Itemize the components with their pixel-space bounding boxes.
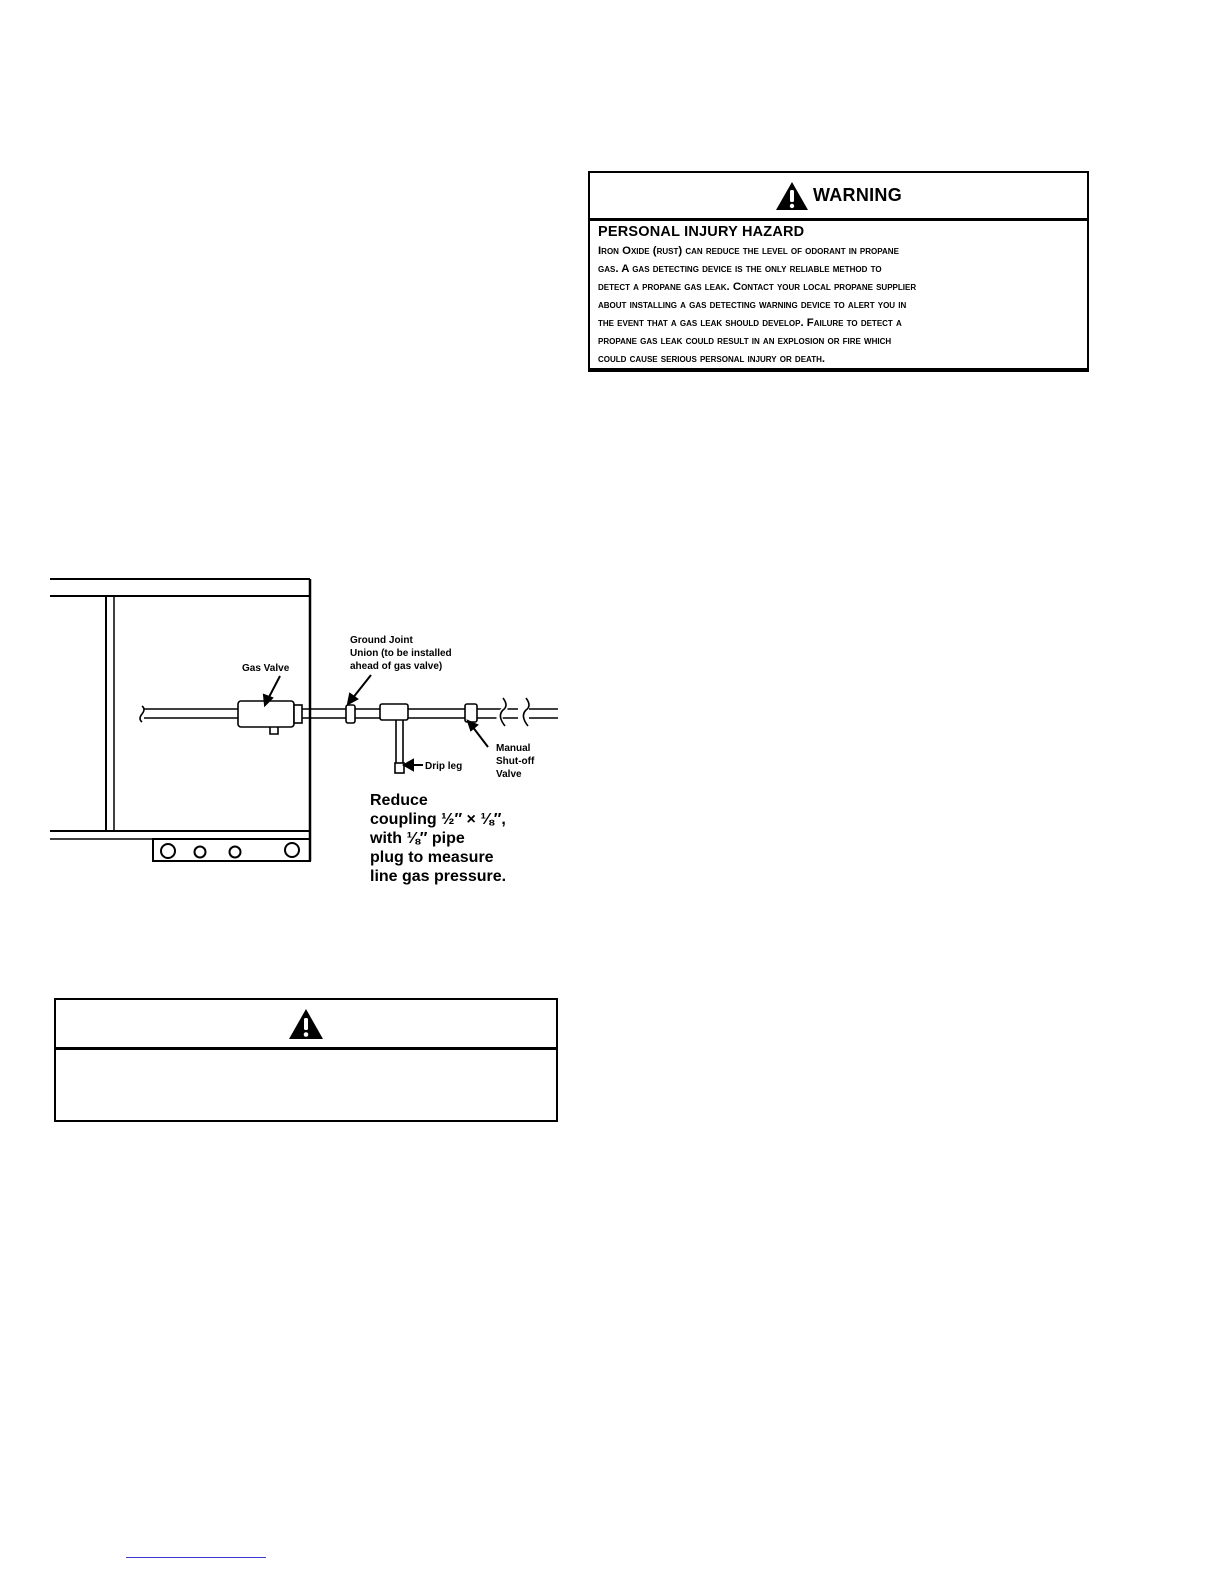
warning-triangle-icon	[775, 181, 809, 211]
reduce-note-line: Reduce	[370, 792, 428, 809]
hazard-line: propane gas leak could result in an explosion or fire which	[598, 335, 892, 347]
drip-leg-label: Drip leg	[425, 761, 463, 772]
gas-piping-diagram	[48, 565, 568, 895]
union-label-line: Ground Joint	[350, 635, 413, 646]
hazard-line: the event that a gas leak should develop. Failure to detect a	[598, 317, 902, 329]
warning-header	[590, 173, 1087, 221]
hazard-line: about installing a gas detecting warning device to alert you in	[598, 299, 907, 311]
warning-label: WARNING	[812, 185, 903, 205]
shutoff-label-line: Valve	[496, 769, 522, 780]
reduce-note-line: coupling ½″ × ⅛″,	[370, 811, 506, 828]
caution-box	[54, 998, 558, 1122]
hazard-line: gas. A gas detecting device is the only reliable method to	[598, 263, 882, 275]
reduce-note-line: line gas pressure.	[370, 868, 507, 885]
shutoff-label-line: Shut-off	[496, 756, 535, 767]
reduce-note-line: plug to measure	[370, 849, 494, 866]
link-underline	[126, 1557, 266, 1558]
warning-box	[588, 171, 1089, 372]
hazard-title: PERSONAL INJURY HAZARD	[598, 224, 805, 240]
caution-triangle-icon	[288, 1008, 324, 1040]
hazard-line: could cause serious personal injury or death.	[598, 353, 826, 365]
hazard-line: Iron Oxide (rust) can reduce the level of odorant in propane	[598, 245, 899, 257]
hazard-body	[598, 242, 1085, 368]
shutoff-label-line: Manual	[496, 743, 531, 754]
hazard-line: detect a propane gas leak. Contact your local propane supplier	[598, 281, 917, 293]
gas-valve-label: Gas Valve	[242, 663, 290, 674]
union-label-line: Union (to be installed	[350, 648, 452, 659]
union-label-line: ahead of gas valve)	[350, 661, 443, 672]
reduce-note-line: with ⅛″ pipe	[370, 830, 465, 847]
caution-header	[56, 1000, 556, 1050]
